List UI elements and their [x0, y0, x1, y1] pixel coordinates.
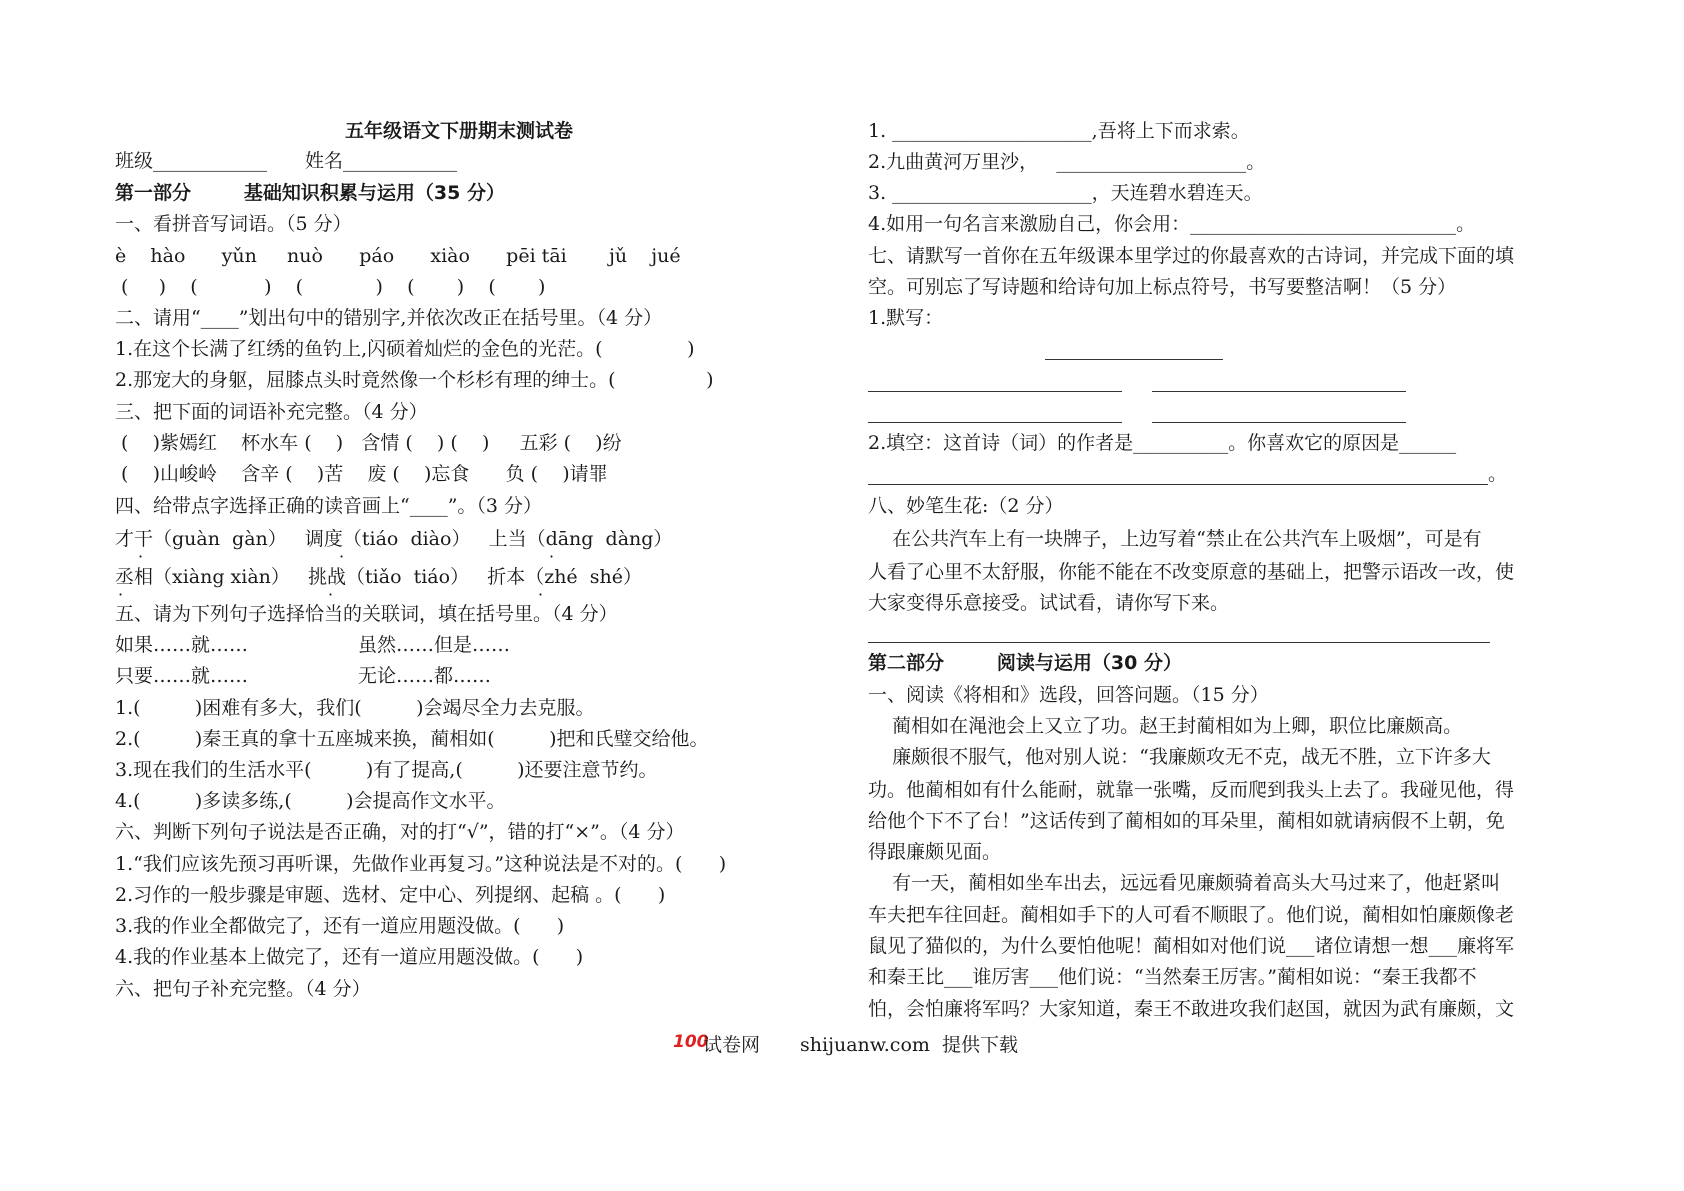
q8-para-3: 大家变得乐意接受。试试看，请你写下来。	[868, 592, 1230, 614]
fill-item-3: 3. _____________________，天连碧水碧连天。	[868, 182, 1263, 204]
footer-logo: 100	[673, 1032, 709, 1052]
emphasis-dot: ·	[538, 585, 544, 604]
q3-heading: 三、把下面的词语补充完整。（4 分）	[115, 401, 428, 423]
q1-pinyin: è hào yǔn nuò páo xiào pēi tāi jǔ jué	[115, 245, 681, 267]
q2-item-2: 2.那宠大的身躯，屈膝点头时竟然像一个杉杉有理的绅士。( )	[115, 369, 714, 391]
reading-question: 一、阅读《将相和》选段，回答问题。（15 分）	[868, 684, 1269, 706]
q1-brackets: ( ) ( ) ( ) ( ) ( )	[115, 276, 546, 298]
poem-line	[868, 422, 1122, 423]
fill-item-1: 1. _____________________,吾将上下而求索。	[868, 120, 1250, 142]
q6-item-3: 3.我的作业全都做完了，还有一道应用题没做。( )	[115, 915, 565, 937]
fill-item-2: 2.九曲黄河万里沙， ____________________。	[868, 151, 1266, 173]
emphasis-dot: ·	[118, 585, 124, 604]
emphasis-dot: ·	[549, 547, 555, 566]
q8-para-1: 在公共汽车上有一块牌子，上边写着“禁止在公共汽车上吸烟”，可是有	[868, 528, 1482, 550]
footer-domain: shijuanw.com	[800, 1034, 930, 1056]
q3-row-2: ( )山峻岭 含辛 ( )苦 废 ( )忘食 负 ( )请罪	[115, 463, 608, 485]
part1-heading: 第一部分 基础知识积累与运用（35 分）	[115, 182, 505, 204]
poem-line	[868, 391, 1122, 392]
q7-instructions-line-1: 七、请默写一首你在五年级课本里学过的你最喜欢的古诗词，并完成下面的填	[868, 245, 1515, 267]
passage-line: 和秦王比___谁厉害___他们说：“当然秦王厉害。”蔺相如说：“秦王我都不	[868, 966, 1477, 988]
poem-line	[1152, 422, 1406, 423]
passage-line: 功。他蔺相如有什么能耐，就靠一张嘴，反而爬到我头上去了。我碰见他，得	[868, 779, 1515, 801]
q7-write-label: 1.默写：	[868, 307, 944, 329]
emphasis-dot: ·	[138, 547, 144, 566]
passage-line: 车夫把车往回赶。蔺相如手下的人可看不顺眼了。他们说，蔺相如怕廉颇像老	[868, 904, 1515, 926]
q5-item-2: 2.( )秦王真的拿十五座城来换，蔺相如( )把和氏璧交给他。	[115, 728, 709, 750]
name-field: 姓名____________	[305, 150, 458, 172]
footer-note: 提供下载	[942, 1034, 1019, 1056]
q1-heading: 一、看拼音写词语。（5 分）	[115, 213, 352, 235]
q5-option-3: 只要……就……	[115, 665, 249, 687]
q5-option-4: 无论……都……	[358, 665, 492, 687]
q2-item-1: 1.在这个长满了红绣的鱼钓上,闪硕着灿烂的金色的光茫。( )	[115, 338, 695, 360]
q5-option-2: 虽然……但是……	[358, 634, 511, 656]
class-field: 班级____________	[115, 150, 268, 172]
part2-heading: 第二部分 阅读与运用（30 分）	[868, 652, 1182, 674]
q8-answer-line	[868, 642, 1490, 643]
q6-item-2: 2.习作的一般步骤是审题、选材、定中心、列提纲、起稿 。( )	[115, 884, 666, 906]
passage-line: 给他个下不了台！”这话传到了蔺相如的耳朵里，蔺相如就请病假不上朝，免	[868, 810, 1505, 832]
q3-row-1: ( )紫嫣红 杯水车 ( ) 含情 ( ) ( ) 五彩 ( )纷	[115, 432, 622, 454]
fill-item-4: 4.如用一句名言来激励自己，你会用：____________________________。	[868, 213, 1476, 235]
title: 五年级语文下册期末测试卷	[345, 120, 574, 142]
q7-heading: 六、把句子补充完整。（4 分）	[115, 978, 371, 1000]
q5-item-3: 3.现在我们的生活水平( )有了提高,( )还要注意节约。	[115, 759, 658, 781]
q8-heading: 八、妙笔生花:（2 分）	[868, 495, 1064, 517]
q5-option-1: 如果……就……	[115, 634, 249, 656]
q5-heading: 五、请为下列句子选择恰当的关联词，填在括号里。（4 分）	[115, 603, 618, 625]
q4-row-1: 才干（guàn gàn） 调度（tiáo diào） 上当（dāng dàng）	[115, 528, 673, 550]
q6-item-4: 4.我的作业基本上做完了，还有一道应用题没做。( )	[115, 946, 584, 968]
emphasis-dot: ·	[328, 585, 334, 604]
answer-line	[868, 484, 1488, 485]
q7-fill-in: 2.填空：这首诗（词）的作者是__________。你喜欢它的原因是______	[868, 432, 1457, 454]
q4-row-2: 丞相（xiàng xiàn） 挑战（tiǎo tiáo） 折本（zhé shé）	[115, 566, 642, 588]
q4-heading: 四、给带点字选择正确的读音画上“____”。（3 分）	[115, 495, 543, 517]
q8-para-2: 人看了心里不太舒服，你能不能在不改变原意的基础上，把警示语改一改，使	[868, 561, 1515, 583]
q6-item-1: 1.“我们应该先预习再听课，先做作业再复习。”这种说法是不对的。( )	[115, 853, 727, 875]
poem-title-line	[1045, 359, 1223, 360]
passage-line: 廉颇很不服气，他对别人说：“我廉颇攻无不克，战无不胜，立下许多大	[868, 746, 1491, 768]
footer-site-name: 试卷网	[703, 1034, 761, 1056]
q2-heading: 二、请用“____”划出句中的错别字,并依次改正在括号里。（4 分）	[115, 307, 663, 329]
q5-item-4: 4.( )多读多练,( )会提高作文水平。	[115, 790, 506, 812]
passage-line: 鼠见了猫似的，为什么要怕他呢！蔺相如对他们说___诸位请想一想___廉将军	[868, 935, 1515, 957]
answer-line-end: 。	[1488, 463, 1508, 485]
passage-line: 得跟廉颇见面。	[868, 841, 1002, 863]
poem-line	[1152, 391, 1406, 392]
emphasis-dot: ·	[339, 547, 345, 566]
q5-item-1: 1.( )困难有多大，我们( )会竭尽全力去克服。	[115, 697, 595, 719]
q7-instructions-line-2: 空。可别忘了写诗题和给诗句加上标点符号，书写要整洁啊！（5 分）	[868, 276, 1457, 298]
passage-line: 有一天，蔺相如坐车出去，远远看见廉颇骑着高头大马过来了，他赶紧叫	[868, 872, 1501, 894]
passage-line: 怕，会怕廉将军吗？大家知道，秦王不敢进攻我们赵国，就因为武有廉颇，文	[868, 998, 1515, 1020]
passage-line: 蔺相如在渑池会上又立了功。赵王封蔺相如为上卿，职位比廉颇高。	[868, 715, 1463, 737]
q6-heading: 六、判断下列句子说法是否正确，对的打“√”，错的打“×”。（4 分）	[115, 821, 685, 843]
